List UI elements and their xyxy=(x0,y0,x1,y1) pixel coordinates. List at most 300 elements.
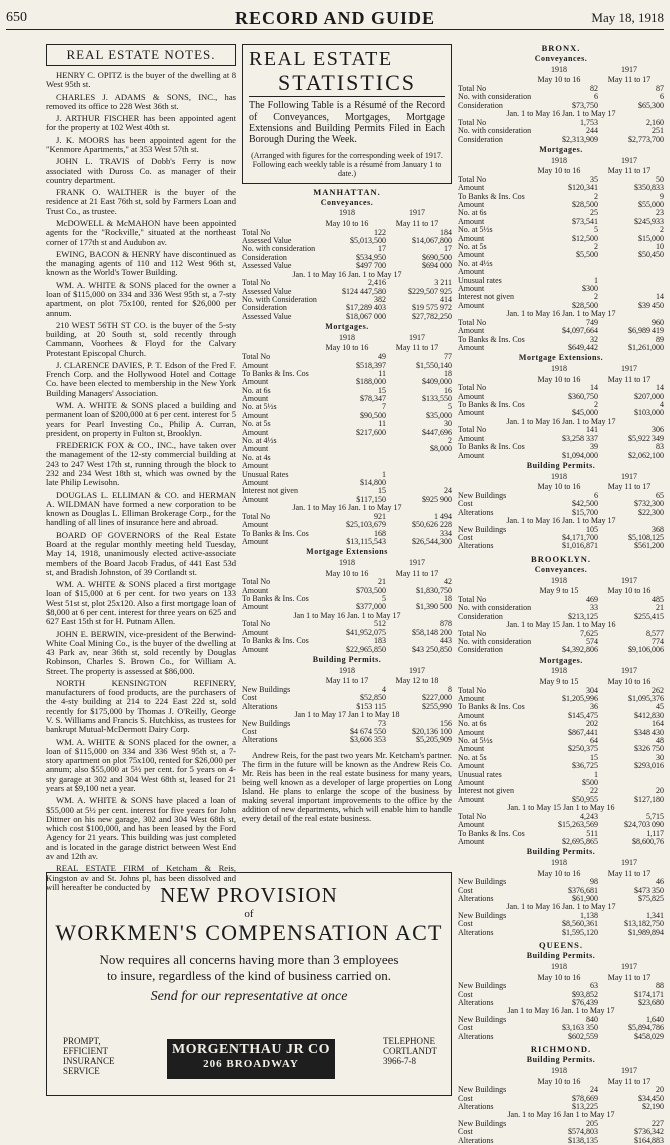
table-row xyxy=(242,420,452,428)
period-previous: May 11 to 17 xyxy=(607,166,651,176)
value-1918: $13,225 xyxy=(572,1102,598,1112)
row-label: No. at 6s xyxy=(242,386,271,395)
table-row xyxy=(458,293,664,301)
value-1917 xyxy=(598,260,664,268)
value-1917: 6 xyxy=(660,92,664,102)
value-1917: 50 xyxy=(656,174,664,184)
row-label: Total No xyxy=(242,279,271,288)
value-1918: 512 xyxy=(374,619,386,629)
value-1917: 77 xyxy=(444,352,452,362)
year-1917: 1917 xyxy=(409,557,425,567)
row-label: To Banks & Ins. Cos xyxy=(458,703,525,712)
value-1918: 7 xyxy=(382,402,386,412)
value-1917: 89 xyxy=(656,334,664,344)
brooklyn-tables xyxy=(458,566,664,937)
value-1918: 183 xyxy=(374,636,386,646)
value-1917: $23,680 xyxy=(638,998,664,1008)
table-row xyxy=(458,260,664,268)
row-label: Alterations xyxy=(242,736,278,745)
value-1917: 88 xyxy=(656,981,664,991)
value-1917: $8,000 xyxy=(430,444,452,454)
row-label: Cost xyxy=(458,920,473,929)
table-row xyxy=(242,521,452,529)
row-label: Amount xyxy=(242,462,269,471)
page-number: 650 xyxy=(6,10,27,25)
value-1917: 18 xyxy=(444,368,452,378)
row-label: Amount xyxy=(242,645,269,654)
table-row xyxy=(458,596,664,604)
value-1918: $300 xyxy=(582,283,598,293)
row-label: To Banks & Ins. Cos xyxy=(458,192,525,201)
table-row xyxy=(242,313,452,321)
year-header xyxy=(458,473,664,482)
period-previous: May 11 to 17 xyxy=(395,343,439,353)
table-row xyxy=(458,729,664,737)
row-label: Alterations xyxy=(458,508,494,517)
value-1918: $17,289 403 xyxy=(346,303,386,313)
value-1918: 35 xyxy=(590,174,598,184)
value-1918: 4,243 xyxy=(580,811,598,821)
row-label: Total No xyxy=(458,812,487,821)
year-1918: 1918 xyxy=(551,471,567,481)
table-row xyxy=(458,1095,664,1103)
table-row xyxy=(458,218,664,226)
table-row xyxy=(242,462,452,470)
note-paragraph: J. K. MOORS has been appointed agent for the "Kenmore Apartments," at 353 West 57th st. xyxy=(46,134,236,154)
value-1918: $52,850 xyxy=(360,693,386,703)
value-1917: 8,577 xyxy=(646,628,664,638)
table-row xyxy=(458,226,664,234)
value-1918: $45,000 xyxy=(572,408,598,418)
table-row xyxy=(458,235,664,243)
ad-call-to-action: Send for our representative at once xyxy=(150,989,348,1005)
table-row xyxy=(458,838,664,846)
value-1917: $229,507 925 xyxy=(408,286,452,296)
value-1917: 443 xyxy=(440,636,452,646)
value-1917: $1,390 500 xyxy=(416,602,452,612)
table-row xyxy=(458,93,664,101)
row-label: Amount xyxy=(458,268,485,277)
year-1918: 1918 xyxy=(339,557,355,567)
value-1918: $3,163 350 xyxy=(562,1023,598,1033)
row-label: Amount xyxy=(458,728,485,737)
value-1918 xyxy=(324,437,386,445)
value-1917 xyxy=(386,454,452,462)
table-row xyxy=(458,452,664,460)
year-to-date-header: Jan 1 to May 16 Jan. 1 to May 17 xyxy=(293,610,401,620)
value-1917: $65,300 xyxy=(638,100,664,110)
value-1917: $5,108,125 xyxy=(628,533,664,543)
table-row xyxy=(458,929,664,937)
table-row xyxy=(242,629,452,637)
value-1918: $4,097,664 xyxy=(562,326,598,336)
value-1918: 7,625 xyxy=(580,628,598,638)
row-label: No. with consideration xyxy=(242,245,316,254)
value-1917: 2,160 xyxy=(646,117,664,127)
value-1917: $127,180 xyxy=(634,794,664,804)
value-1918: $497 700 xyxy=(356,261,386,271)
value-1918 xyxy=(324,445,386,453)
row-label: New Buildings xyxy=(458,878,507,887)
row-label: To Banks & Ins. Cos xyxy=(458,829,525,838)
row-label: Amount xyxy=(242,378,269,387)
row-label: Interest not given xyxy=(458,787,514,796)
value-1918: $145,475 xyxy=(568,710,598,720)
year-to-date-header: Jan. 1 to May 16 Jan. 1 to May 17 xyxy=(506,902,616,912)
ad-company-logo xyxy=(167,1039,335,1079)
table-row xyxy=(242,437,452,445)
row-label: Amount xyxy=(458,837,485,846)
table-row xyxy=(242,538,452,546)
table-row xyxy=(242,237,452,245)
row-label: Total No xyxy=(458,175,487,184)
richmond-tables xyxy=(458,1056,664,1145)
value-1917: $447,696 xyxy=(422,427,452,437)
row-label: Cost xyxy=(458,990,473,999)
ad-body-line-1: Now requires all concerns having more than 3 employees xyxy=(99,952,399,967)
value-1918: 168 xyxy=(374,528,386,538)
table-row xyxy=(458,630,664,638)
year-1918: 1918 xyxy=(339,208,355,218)
row-label: Cost xyxy=(458,534,473,543)
row-label: Total No xyxy=(242,512,271,521)
ad-body xyxy=(47,952,451,983)
period-header xyxy=(458,483,664,492)
row-label: Cost xyxy=(458,886,473,895)
row-label: Cost xyxy=(242,694,257,703)
value-1917: 14 xyxy=(656,292,664,302)
period-current: May 10 to 16 xyxy=(537,166,581,176)
value-1918: 33 xyxy=(590,603,598,613)
value-1917: $245,933 xyxy=(634,216,664,226)
row-label: Amount xyxy=(458,392,485,401)
value-1918: 2 xyxy=(594,242,598,252)
row-label: Amount xyxy=(458,327,485,336)
value-1917: 156 xyxy=(440,718,452,728)
table-row xyxy=(458,1103,664,1111)
year-1918: 1918 xyxy=(551,575,567,585)
value-1918: $73,750 xyxy=(572,100,598,110)
value-1918: $14,800 xyxy=(360,477,386,487)
value-1918: 1,753 xyxy=(580,117,598,127)
table-row xyxy=(242,429,452,437)
row-label: Consideration xyxy=(242,253,287,262)
row-label: Total No xyxy=(458,384,487,393)
value-1917: $1,989,894 xyxy=(628,927,664,937)
year-to-date-header: Jan 1 to May 16 Jan. 1 to May 17 xyxy=(507,1006,615,1016)
value-1918: $22,965,850 xyxy=(346,644,386,654)
table-row xyxy=(458,695,664,703)
value-1917: $255,415 xyxy=(634,611,664,621)
row-label: New Buildings xyxy=(242,719,291,728)
table-title: Building Permits. xyxy=(526,460,596,470)
year-to-date-header: Jan. 1 to May 15 Jan 1 to May 16 xyxy=(507,803,615,813)
row-label: No. at 5½s xyxy=(458,226,493,235)
year-1917: 1917 xyxy=(621,155,637,165)
value-1918: 574 xyxy=(586,637,598,647)
value-1918: $534,950 xyxy=(356,252,386,262)
value-1918: $120,341 xyxy=(568,183,598,193)
value-1918: 32 xyxy=(590,334,598,344)
table-row xyxy=(242,445,452,453)
year-header xyxy=(242,334,452,343)
value-1918: $117,150 xyxy=(356,494,386,504)
value-1917: 3 211 xyxy=(434,278,452,288)
row-label: Alterations xyxy=(458,999,494,1008)
table-row xyxy=(458,887,664,895)
value-1917: 251 xyxy=(652,126,664,136)
borough-bronx: BRONX. xyxy=(541,43,581,53)
value-1918: 469 xyxy=(586,594,598,604)
ad-service-line: PROMPT, xyxy=(63,1036,101,1046)
value-1918: $217,600 xyxy=(356,427,386,437)
note-paragraph: J. ARTHUR FISCHER has been appointed agent for the property at 102 West 40th st. xyxy=(46,113,236,133)
period-current: May 10 to 16 xyxy=(537,482,581,492)
table-row xyxy=(242,487,452,495)
note-paragraph: WM. A. WHITE & SONS placed a first mortgage loan of $15,000 at 6 per cent. for two years on 133 West 51st st, plot 25x120. Also a first mortgage loan of $8,000 at 6 per cent. interest for three years on 625 and 627 East 15th st for H. Putnam Allen. xyxy=(46,579,236,627)
value-1917: $24,703 090 xyxy=(624,820,664,830)
table-row xyxy=(242,694,452,702)
table-row xyxy=(458,745,664,753)
value-1918: 2,416 xyxy=(368,278,386,288)
value-1917: 24 xyxy=(444,486,452,496)
row-label: Alterations xyxy=(458,1032,494,1041)
table-row xyxy=(242,412,452,420)
row-label: Interest not given xyxy=(242,487,298,496)
row-label: Total No xyxy=(458,595,487,604)
year-1917: 1917 xyxy=(621,471,637,481)
value-1918: 73 xyxy=(378,718,386,728)
value-1917: $1,550,140 xyxy=(416,360,452,370)
table-title: Building Permits. xyxy=(312,654,382,664)
value-1917: 30 xyxy=(656,752,664,762)
value-1917: 42 xyxy=(444,577,452,587)
table-row xyxy=(242,387,452,395)
row-label: New Buildings xyxy=(458,982,507,991)
period-previous: May 11 to 17 xyxy=(607,868,651,878)
table-row xyxy=(458,277,664,285)
value-1917: $2,773,700 xyxy=(628,134,664,144)
table-row xyxy=(458,771,664,779)
note-paragraph: J. CLARENCE DAVIES, P. T. Edson of the Fred F. French Corp. and the Hollywood Hotel and Cottage Co. have been elected to membership in the New York Building Managers' Association. xyxy=(46,359,236,398)
value-1917: 23 xyxy=(656,208,664,218)
value-1918: $4,392,806 xyxy=(562,645,598,655)
row-label: Total No xyxy=(458,426,487,435)
period-current: May 9 to 15 xyxy=(539,586,579,596)
value-1918: $360,750 xyxy=(568,391,598,401)
value-1918: 1,138 xyxy=(580,911,598,921)
row-label: New Buildings xyxy=(458,912,507,921)
note-paragraph: JOHN L. TRAVIS of Dobb's Ferry is now associated with Duross Co. as manager of their country department. xyxy=(46,156,236,185)
year-header xyxy=(458,157,664,166)
row-label: No. at 5½s xyxy=(242,403,277,412)
year-1917: 1917 xyxy=(409,208,425,218)
value-1918: 2 xyxy=(594,399,598,409)
value-1917: $690,500 xyxy=(422,252,452,262)
year-to-date-header: Jan 1 to May 17 Jan 1 to May 18 xyxy=(294,710,400,719)
value-1918: 82 xyxy=(590,84,598,94)
table-row xyxy=(458,779,664,787)
value-1918: $1,016,871 xyxy=(562,541,598,551)
period-header xyxy=(458,974,664,983)
value-1918: $5,500 xyxy=(576,250,598,260)
notes-body xyxy=(46,71,236,892)
value-1918 xyxy=(536,268,598,276)
value-1917: 45 xyxy=(656,702,664,712)
value-1918: 15 xyxy=(378,486,386,496)
year-header xyxy=(458,859,664,868)
year-to-date-header: Jan. 1 to May 16 Jan. 1 to May 17 xyxy=(506,516,616,525)
period-current: May 10 to 16 xyxy=(537,75,581,85)
value-1917: $13,182,750 xyxy=(624,919,664,929)
table-row xyxy=(242,686,452,694)
row-label: Amount xyxy=(458,451,485,460)
value-1917: $1,830,750 xyxy=(416,585,452,595)
value-1917: 87 xyxy=(656,84,664,94)
value-1918: $124 447,580 xyxy=(342,286,386,296)
year-1918: 1918 xyxy=(551,363,567,373)
value-1917: 83 xyxy=(656,442,664,452)
row-label: New Buildings xyxy=(458,1120,507,1129)
row-label: To Banks & Ins. Cos xyxy=(458,335,525,344)
table-row xyxy=(458,268,664,276)
value-1917: $473 350 xyxy=(634,885,664,895)
table-row xyxy=(458,646,664,654)
ad-telephone-number: 3966-7-8 xyxy=(383,1055,417,1066)
value-1917: 4 xyxy=(660,399,664,409)
issue-date: May 18, 1918 xyxy=(591,10,664,25)
table-row xyxy=(458,344,664,352)
statistics-intro: The Following Table is a Résumé of the Record of Conveyances, Mortgages, Mortgage Extensions and Building Permits Filed in Each Borough During the Week. xyxy=(249,96,445,145)
value-1918: 382 xyxy=(374,295,386,305)
row-label: Interest not given xyxy=(458,293,514,302)
period-previous: May 12 to 18 xyxy=(395,676,439,686)
row-label: Consideration xyxy=(242,304,287,313)
value-1918: 2 xyxy=(594,292,598,302)
table-row xyxy=(458,1033,664,1041)
row-label: Cost xyxy=(458,1128,473,1137)
row-label: Total No xyxy=(458,118,487,127)
row-label: Consideration xyxy=(458,646,503,655)
table-row xyxy=(458,85,664,93)
value-1918: $78,347 xyxy=(360,394,386,404)
row-label: Total No xyxy=(242,228,271,237)
value-1918: $4 674 550 xyxy=(350,727,386,737)
value-1918: 21 xyxy=(378,577,386,587)
ad-telephone-label: TELEPHONE xyxy=(383,1036,436,1046)
row-label: Total No xyxy=(242,620,271,629)
value-1917: $293,016 xyxy=(634,761,664,771)
value-1918: $703,500 xyxy=(356,585,386,595)
row-label: Amount xyxy=(242,428,269,437)
row-label: Amount xyxy=(458,695,485,704)
row-label: Amount xyxy=(458,434,485,443)
note-paragraph: CHARLES J. ADAMS & SONS, INC., has removed its office to 228 West 36th st. xyxy=(46,91,236,111)
table-row xyxy=(242,471,452,479)
value-1917: 8 xyxy=(448,684,452,694)
value-1918: $28,500 xyxy=(572,200,598,210)
period-previous: May 11 to 17 xyxy=(395,568,439,578)
bronx-tables xyxy=(458,55,664,551)
table-row xyxy=(242,254,452,262)
row-label: Alterations xyxy=(242,702,278,711)
value-1918: 105 xyxy=(586,524,598,534)
queens-tables xyxy=(458,952,664,1041)
period-header xyxy=(458,167,664,176)
value-1918: $250,375 xyxy=(568,744,598,754)
value-1917 xyxy=(598,779,664,787)
value-1917: 227 xyxy=(652,1119,664,1129)
year-1918: 1918 xyxy=(551,857,567,867)
value-1918: $90,500 xyxy=(360,410,386,420)
table-row xyxy=(242,479,452,487)
value-1917: 878 xyxy=(440,619,452,629)
value-1917: 1 494 xyxy=(434,511,452,521)
value-1917: 184 xyxy=(440,227,452,237)
row-label: Amount xyxy=(242,478,269,487)
row-label: Amount xyxy=(242,495,269,504)
year-1917: 1917 xyxy=(621,575,637,585)
period-current: May 11 to 17 xyxy=(325,676,369,686)
year-1917: 1917 xyxy=(409,332,425,342)
value-1918: $3,606 353 xyxy=(350,735,386,745)
value-1918: $213,125 xyxy=(568,611,598,621)
value-1918: $867,441 xyxy=(568,727,598,737)
table-row xyxy=(458,1120,664,1128)
value-1917: $55,000 xyxy=(638,200,664,210)
value-1917: $19 575 972 xyxy=(412,303,452,313)
year-to-date-header: Jan. 1 to May 16 Jan. 1 to May 17 xyxy=(506,416,616,426)
value-1918: $649,442 xyxy=(568,342,598,352)
value-1918: 1 xyxy=(594,275,598,285)
period-previous: May 10 to 16 xyxy=(607,586,651,596)
value-1917: $27,782,250 xyxy=(412,311,452,321)
table-title: Conveyances. xyxy=(320,197,374,207)
table-row xyxy=(458,500,664,508)
table-row xyxy=(242,395,452,403)
value-1917: 5 xyxy=(448,402,452,412)
note-paragraph: EWING, BACON & HENRY have discontinued as the managing agents of 110 and 112 West 96th st, known as the World's Tower Building. xyxy=(46,248,236,278)
value-1918: 511 xyxy=(586,828,598,838)
value-1917 xyxy=(386,471,452,479)
row-label: Amount xyxy=(458,762,485,771)
value-1917: 164 xyxy=(652,719,664,729)
table-title: Mortgages. xyxy=(539,655,583,665)
value-1917: 20 xyxy=(656,786,664,796)
row-label: No. at 5s xyxy=(242,420,271,429)
ad-service-line: SERVICE xyxy=(63,1065,100,1076)
row-label: To Banks & Ins. Cos xyxy=(458,400,525,409)
value-1917 xyxy=(598,277,664,285)
value-1917: $255,990 xyxy=(422,701,452,711)
value-1917: $350,833 xyxy=(634,183,664,193)
table-row xyxy=(458,136,664,144)
row-label: No. with consideration xyxy=(458,638,532,647)
value-1917: $50,626 228 xyxy=(412,520,452,530)
value-1917: $103,000 xyxy=(634,408,664,418)
value-1918: $15,700 xyxy=(572,507,598,517)
note-paragraph: McDOWELL & McMAHON have been appointed agents for the "Rockville," situated at the northeast corner of 177th st and Audubon av. xyxy=(46,217,236,247)
value-1918: $8,560,361 xyxy=(562,919,598,929)
statistics-note: (Arranged with figures for the corresponding week of 1917. Following each weekly table is a résumé from January 1 to date.) xyxy=(251,151,443,179)
note-paragraph: JOHN E. BERWIN, vice-president of the Berwind-White Coal Mining Co., is the buyer of the dwelling at 43 Park av, near 36th st, sold recently by Douglas Robinson, Charles S. Brown Co., for William A. Street. The property is assessed at $86,000. xyxy=(46,628,236,676)
year-1918: 1918 xyxy=(339,332,355,342)
year-to-date-header: Jan. 1 to May 16 Jan. 1 to May 17 xyxy=(506,109,616,119)
row-label: Amount xyxy=(458,284,485,293)
row-label: Total No xyxy=(242,578,271,587)
value-1918: $138,135 xyxy=(568,1135,598,1145)
value-1917: $2,062,100 xyxy=(628,450,664,460)
